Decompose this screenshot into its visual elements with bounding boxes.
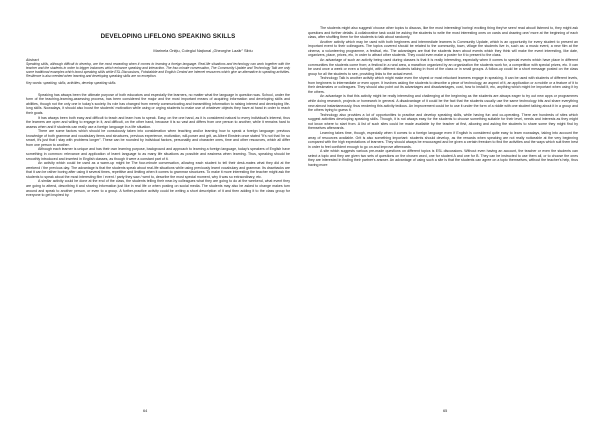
paragraph: An advantage is that this activity might be really interesting and challenging at the beginning as the students are always eager to try out new apps or programmes while doing research, projects or homework in general. A disadvantage of it could be the fact that the students usually use the same technology bits and share everything new almost instantaneously, thus rendering this activity tedious. An improvement could be to use it under the form of a riddle with one student talking about it in a group and the others trying to guess it.: [308, 94, 578, 113]
paragraph: Speaking has always been the ultimate purpose of both educators and especially the learners, no matter what the language in question was. School, under the form of the teaching-learning-assessing process, has been considered the major and the most important means of acquiring information and developing skills and abilities, though not the only one in today's society. Its role has changed from merely communicating and transmitting information to raising interest and developing life-long skills. Nowadays, it should also boost the students' motivation while using or urging students to make use of whatever objects they have at hand in order to reach their goals.: [26, 92, 290, 115]
paragraph: An activity which could be used as a warm-up might be The four-minute conversation, allowing each student to tell their desk-mates what they did at the weekend / the previous day. The advantage is that the students speak about real-life situations while using previously learnt vocabulary and grammar. Its drawbacks are that it can be rather boring after using it several times, repetitive and limiting when it comes to grammar structures. To make it more interesting the teacher might ask the students to speak about the most interesting film / event / party they saw / went to, describe the most special moment, why it was so extraordinary, etc.: [26, 161, 290, 179]
paragraph: A site which suggests various pre-made questions on different topics is ESL discussions. Without even having an account, the teacher or even the students can select a topic and they are given two sets of questions on the chosen word, one for student A and one for B. They can be instructed to use them all, or to choose the ones they are interested in finding their partner's answer. An advantage of using such a site is that the students can agree on a topic themselves, without the teacher's help, thus having more: [308, 149, 578, 167]
paragraph: Another activity which may be used with both beginners and intermediate learners is Community Update, which is an opportunity for every student to present an important event to their colleagues. The topics covered should be related to the community, town, village the students live in, such as: a music event, a new film at the cinema, a volunteering programme, a festival, etc. The advantages are that the students learn about events which they think will make the event interesting, like date, organizers, place, prices, etc, in order to attract other students. They could even make a poster for it to present to the class.: [308, 39, 578, 58]
paragraph: Technology Talk is another activity which might make even the shyest or most reluctant learners engage in speaking. It can be used with students of different levels, from beginners to intermediate or even upper. It involves asking the students to describe a piece of technology, an aspect of it, an application or a mobile or a feature of it to their deskmates or colleagues. They should also point out its advantages and disadvantages, cost, how to install it, etc, anything which might be important when using it by the others.: [308, 76, 578, 94]
author-line: Marinela Oniţiu, Colegiul Naţional „Gheorghe Lazăr” Sibiu: [153, 48, 253, 53]
article-title: DEVELOPING LIFELONG SPEAKING SKILLS: [100, 33, 236, 40]
abstract-heading: Abstract: [26, 58, 39, 62]
page-number-right: 65: [443, 409, 448, 413]
paragraph: Although each learner is unique and has their own learning purpose, background and approach to learning a foreign language, today's speakers of English have something in common: relevance and application of learnt language to as many life situations as possible and easiness when learning. Thus, speaking should be smoothly introduced and inserted in English classes, as though it were a constant part of it.: [26, 147, 290, 161]
paragraph: Learning takes time, though, especially when it comes to a foreign language even if English is considered quite easy to learn nowadays, taking into account the array of resources available. Grit is also something important: students should develop, as the rewards when speaking are not really noticeable at the very beginning compared with the high expectations of learners. They should always be encouraged and be given a certain freedom to find the activities and the ways which suit them best in order to feel confident enough to go on and improve afterwards.: [308, 130, 578, 149]
abstract-text: Speaking skills, although difficult to develop, are the most rewarding when it comes to learning a foreign language. Real-life situations and technology can work together with the teacher and the students in order to trigger instances which enhance speaking and interaction. The four-minute conversation, The Community Update and Technology Talk are only some traditional examples which boost speaking skills while ESL Discussions, Fotobabble and English Central are Internet resources which give an alternative to speaking activities. Resilience is also needed when learning and developing speaking skills are no exception.: [26, 62, 290, 79]
right-body: [308, 26, 578, 167]
paragraph: There are some factors which should be consciously taken into consideration when teaching and/or learning how to speak a foreign language: previous knowledge of both grammar and vocabulary items and structures, previous experience, motivation, will-power and grit, as Albert Einstein once stated "It's not that I'm so smart, it's just that I stay with problems longer". These can be rounded by individual factors, personality and character ones, time and other resources, which all differ from one person to another.: [26, 129, 290, 147]
left-body: [26, 93, 290, 198]
paragraph: An advantage of such an activity being used during classes is that it is really interesting, especially when it comes to special events which have place in different communities the students come from; a festival in a rural area, a marathon organized by an organization the students work for, a competition with special prizes, etc. It can be used once a week or even a fortnight, with different students talking in front of the class or in small groups. A follow-up could be a short message posted on the class group for all the students to see, providing links to the actual event.: [308, 57, 578, 76]
paragraph: The students might also suggest/ choose other topics to discuss, like the most interesting/ boring/ exciting thing they've seen/ read about/ listened to, they might ask questions and further details. A collaborative task could be asking the students to write the most interesting ones on cards and drawing one/ more at the beginning of each class, after shuffling them for the students to talk about randomly.: [308, 26, 578, 40]
paragraph: It has always been both easy and difficult to teach and learn how to speak. Easy, on the one hand, as it is considered natural to every individual's interest, thus the learners are open and willing to engage in it, and difficult, on the other hand, because it is so vast and differs from one person to another, while it remains hard to assess when and if students can really use a foreign language in a life situation.: [26, 115, 290, 129]
paragraph: Technology also provides a lot of opportunities to practise and develop speaking skills, while having fun and co-operating. There are hundreds of sites which suggest activities developing speaking skills. Though, it is not always easy for the students to choose something suitable for their level, needs and interests as they might not know where to start from. A list of such sites could be made available by the teacher at first, allowing and asking the students to share some they might find by themselves afterwards.: [308, 112, 578, 131]
page-number-left: 64: [143, 409, 148, 413]
paragraph: A similar activity could be done at the end of the class, the students telling their near-by colleagues what they are going to do at the weekend, what event they are going to attend, describing it and sharing information just like in real life or when posting on social media. The students may also be asked to change makes turn around and speak to another person, or even to a group. A further-practice activity could be writing a short description of it and then adding it to the class group for everyone to get inspired by.: [26, 179, 290, 198]
keywords-line: Key words: speaking, skills, activities, develop speaking skills.: [26, 81, 117, 86]
right-page: [300, 0, 600, 424]
